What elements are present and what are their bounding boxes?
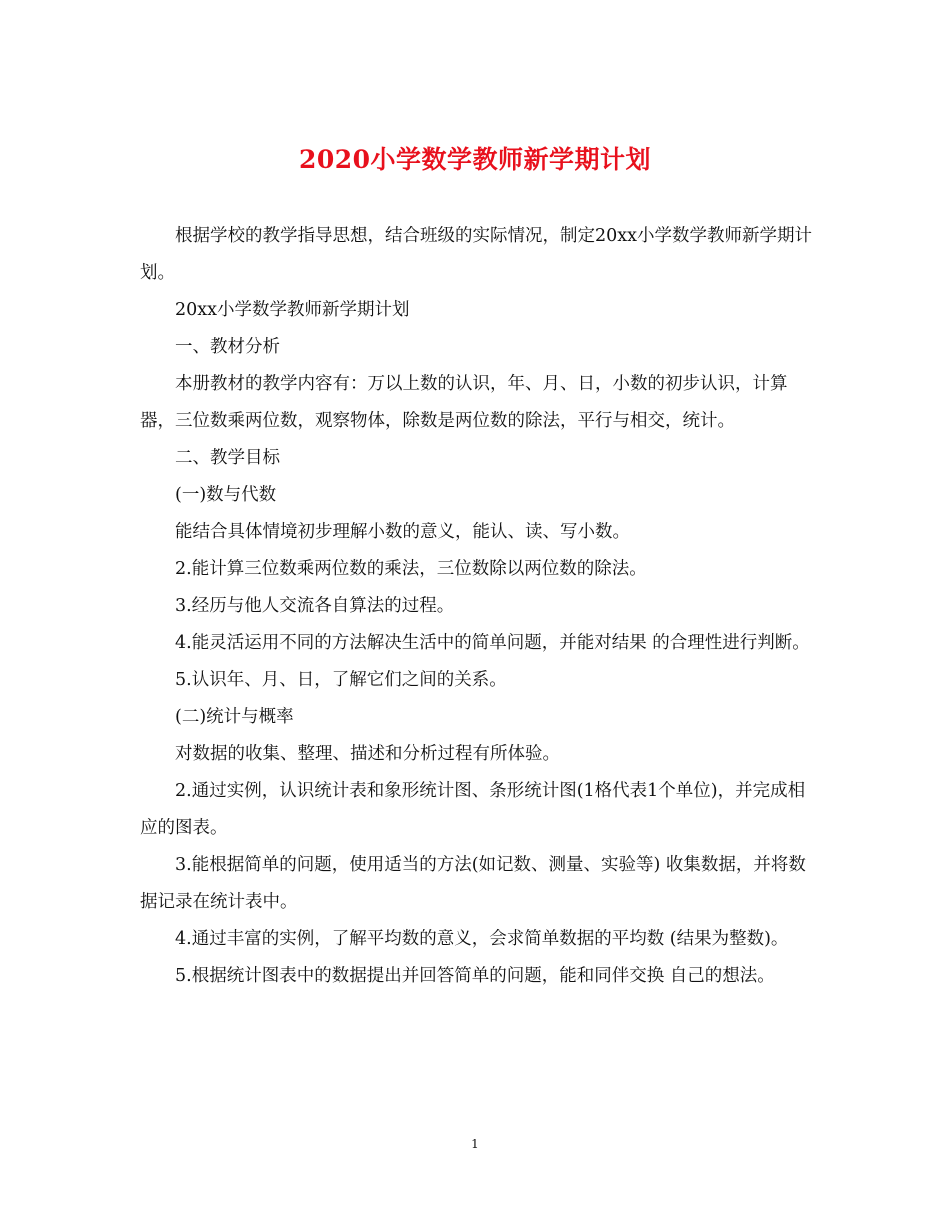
paragraph: 3.能根据简单的问题，使用适当的方法(如记数、测量、实验等) 收集数据，并将数据记录在统计表中。 bbox=[140, 855, 806, 912]
subsection-heading: (一)数与代数 bbox=[175, 485, 277, 505]
paragraph: 5.认识年、月、日，了解它们之间的关系。 bbox=[175, 670, 507, 690]
paragraph: 20xx小学数学教师新学期计划 bbox=[175, 300, 410, 320]
section-heading: 二、教学目标 bbox=[175, 448, 280, 468]
paragraph: 3.经历与他人交流各自算法的过程。 bbox=[175, 596, 455, 616]
page-number: 1 bbox=[471, 1137, 479, 1151]
paragraph: 2.能计算三位数乘两位数的乘法，三位数除以两位数的除法。 bbox=[175, 559, 647, 579]
paragraph: 本册教材的教学内容有：万以上数的认识，年、月、日，小数的初步认识，计算器，三位数乘两位数，观察物体，除数是两位数的除法，平行与相交，统计。 bbox=[140, 374, 788, 431]
paragraph: 根据学校的教学指导思想，结合班级的实际情况，制定20xx小学数学教师新学期计划。 bbox=[140, 226, 813, 283]
paragraph: 能结合具体情境初步理解小数的意义，能认、读、写小数。 bbox=[175, 522, 630, 542]
section-heading: 一、教材分析 bbox=[175, 337, 280, 357]
paragraph: 2.通过实例，认识统计表和象形统计图、条形统计图(1格代表1个单位)，并完成相应的图表。 bbox=[140, 781, 806, 838]
paragraph: 5.根据统计图表中的数据提出并回答简单的问题，能和同伴交换 自己的想法。 bbox=[175, 966, 775, 986]
paragraph: 对数据的收集、整理、描述和分析过程有所体验。 bbox=[175, 744, 560, 764]
paragraph: 4.通过丰富的实例，了解平均数的意义，会求简单数据的平均数 (结果为整数)。 bbox=[175, 929, 789, 949]
document-body bbox=[140, 218, 812, 995]
document-title: 2020小学数学教师新学期计划 bbox=[298, 145, 652, 174]
subsection-heading: (二)统计与概率 bbox=[175, 707, 294, 727]
paragraph: 4.能灵活运用不同的方法解决生活中的简单问题，并能对结果 的合理性进行判断。 bbox=[175, 633, 810, 653]
